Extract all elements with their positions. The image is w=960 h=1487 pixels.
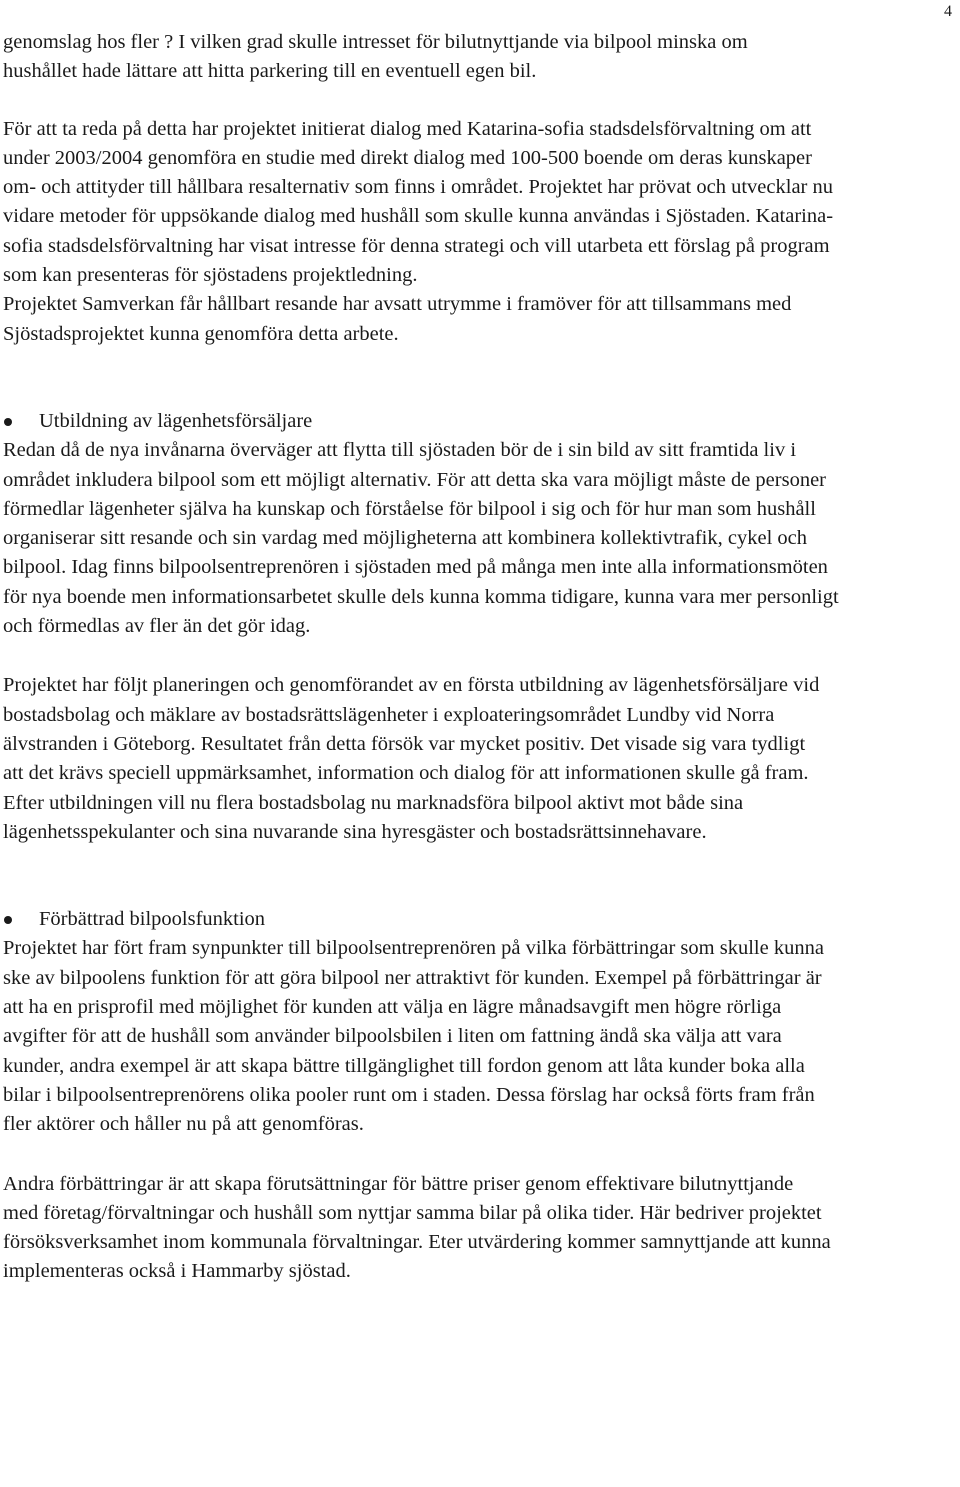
bilpoolsfunktion-paragraph-1: Projektet har fört fram synpunkter till bilpoolsentreprenören på vilka förbättringar som skulle kunna ske av bilpoolens funktion för att göra bilpool ner attraktivt för kunden. Exempel på förbättringar är att ha en prisprofil med möjlighet för kunden att välja en lägre månadsavgift men högre rörliga avgifter för att de hushåll som använder bilpoolsbilen i liten om fattning ändå ska välja att vara kunder, andra exempel är att skapa bättre tillgänglighet till fordon genom att låta kunder boka alla bilar i bilpoolsentreprenörens olika pooler runt om i staden. Dessa förslag har också förts fram från fler aktörer och håller nu på att genomföras. (3, 937, 824, 1136)
spacer (3, 349, 953, 407)
utbildning-paragraph-1: Redan då de nya invånarna överväger att flytta till sjöstaden bör de i sin bild av sitt framtida liv i området inkludera bilpool som ett möjligt alternativ. För att detta ska vara möjligt måste de personer förmedlar lägenheter själva ha kunskap och förståelse för bilpool i sig och för hur man som hushåll organiserar sitt resande och sin vardag med möjligheterna att kombinera kollektivtrafik, cykel och bilpool. Idag finns bilpoolsentreprenören i sjöstaden med på många men inte alla informationsmöten för nya boende men informationsarbetet skulle dels kunna komma tidigare, kunna vara mer personligt och förmedlas av fler än det gör idag. (3, 439, 839, 638)
section-heading-text: Utbildning av lägenhetsförsäljare (39, 409, 313, 432)
utbildning-paragraph-2: Projektet har följt planeringen och genomförandet av en första utbildning av lägenhetsförsäljare vid bostadsbolag och mäklare av bostadsrättslägenheter i exploateringsområdet Lundby vid Norra älvstranden i Göteborg. Resultatet från detta försök var mycket positiv. Det visade sig vara tydligt att det krävs speciell uppmärksamhet, information och dialog för att informationen skulle gå fram. Efter utbildningen vill nu flera bostadsbolag nu marknadsföra bilpool aktivt mot både sina lägenhetsspekulanter och sina nuvarande sina hyresgäster och bostadsrättsinnehavare. (3, 674, 820, 843)
spacer (3, 847, 953, 905)
bullet-icon (4, 418, 12, 426)
samverkan-paragraph: Projektet Samverkan får hållbart resande har avsatt utrymme i framöver för att tillsammans med Sjöstadsprojektet kunna genomföra detta arbete. (3, 293, 792, 345)
page-number: 4 (944, 3, 952, 20)
section-heading-bilpoolsfunktion (3, 905, 953, 934)
katarina-sofia-paragraph: För att ta reda på detta har projektet initierat dialog med Katarina-sofia stadsdelsförvaltning om att under 2003/2004 genomföra en studie med direkt dialog med 100-500 boende om deras kunskaper om- och attityder till hållbara resalternativ som finns i området. Projektet har prövat och utvecklar nu vidare metoder för uppsökande dialog med hushåll som skulle kunna användas i Sjöstaden. Katarina-sofia stadsdelsförvaltning har visat intresse för denna strategi och vill utarbeta ett förslag på program som kan presenteras för sjöstadens projektledning. (3, 117, 834, 287)
spacer (3, 1140, 953, 1170)
spacer (3, 87, 953, 115)
bullet-icon (4, 916, 12, 924)
intro-tail-paragraph: genomslag hos fler ? I vilken grad skulle intresset för bilutnyttjande via bilpool minska om hushållet hade lättare att hitta parkering till en eventuell egen bil. (3, 31, 748, 83)
spacer (3, 641, 953, 671)
section-heading-text: Förbättrad bilpoolsfunktion (39, 908, 266, 931)
document-body (3, 28, 953, 1287)
section-heading-utbildning (3, 407, 953, 436)
bilpoolsfunktion-paragraph-2: Andra förbättringar är att skapa förutsättningar för bättre priser genom effektivare bilutnyttjande med företag/förvaltningar och hushåll som nyttjar samma bilar på olika tider. Här bedriver projektet försöksverksamhet inom kommunala förvaltningar. Eter utvärdering kommer samnyttjande att kunna implementeras också i Hammarby sjöstad. (3, 1172, 831, 1283)
